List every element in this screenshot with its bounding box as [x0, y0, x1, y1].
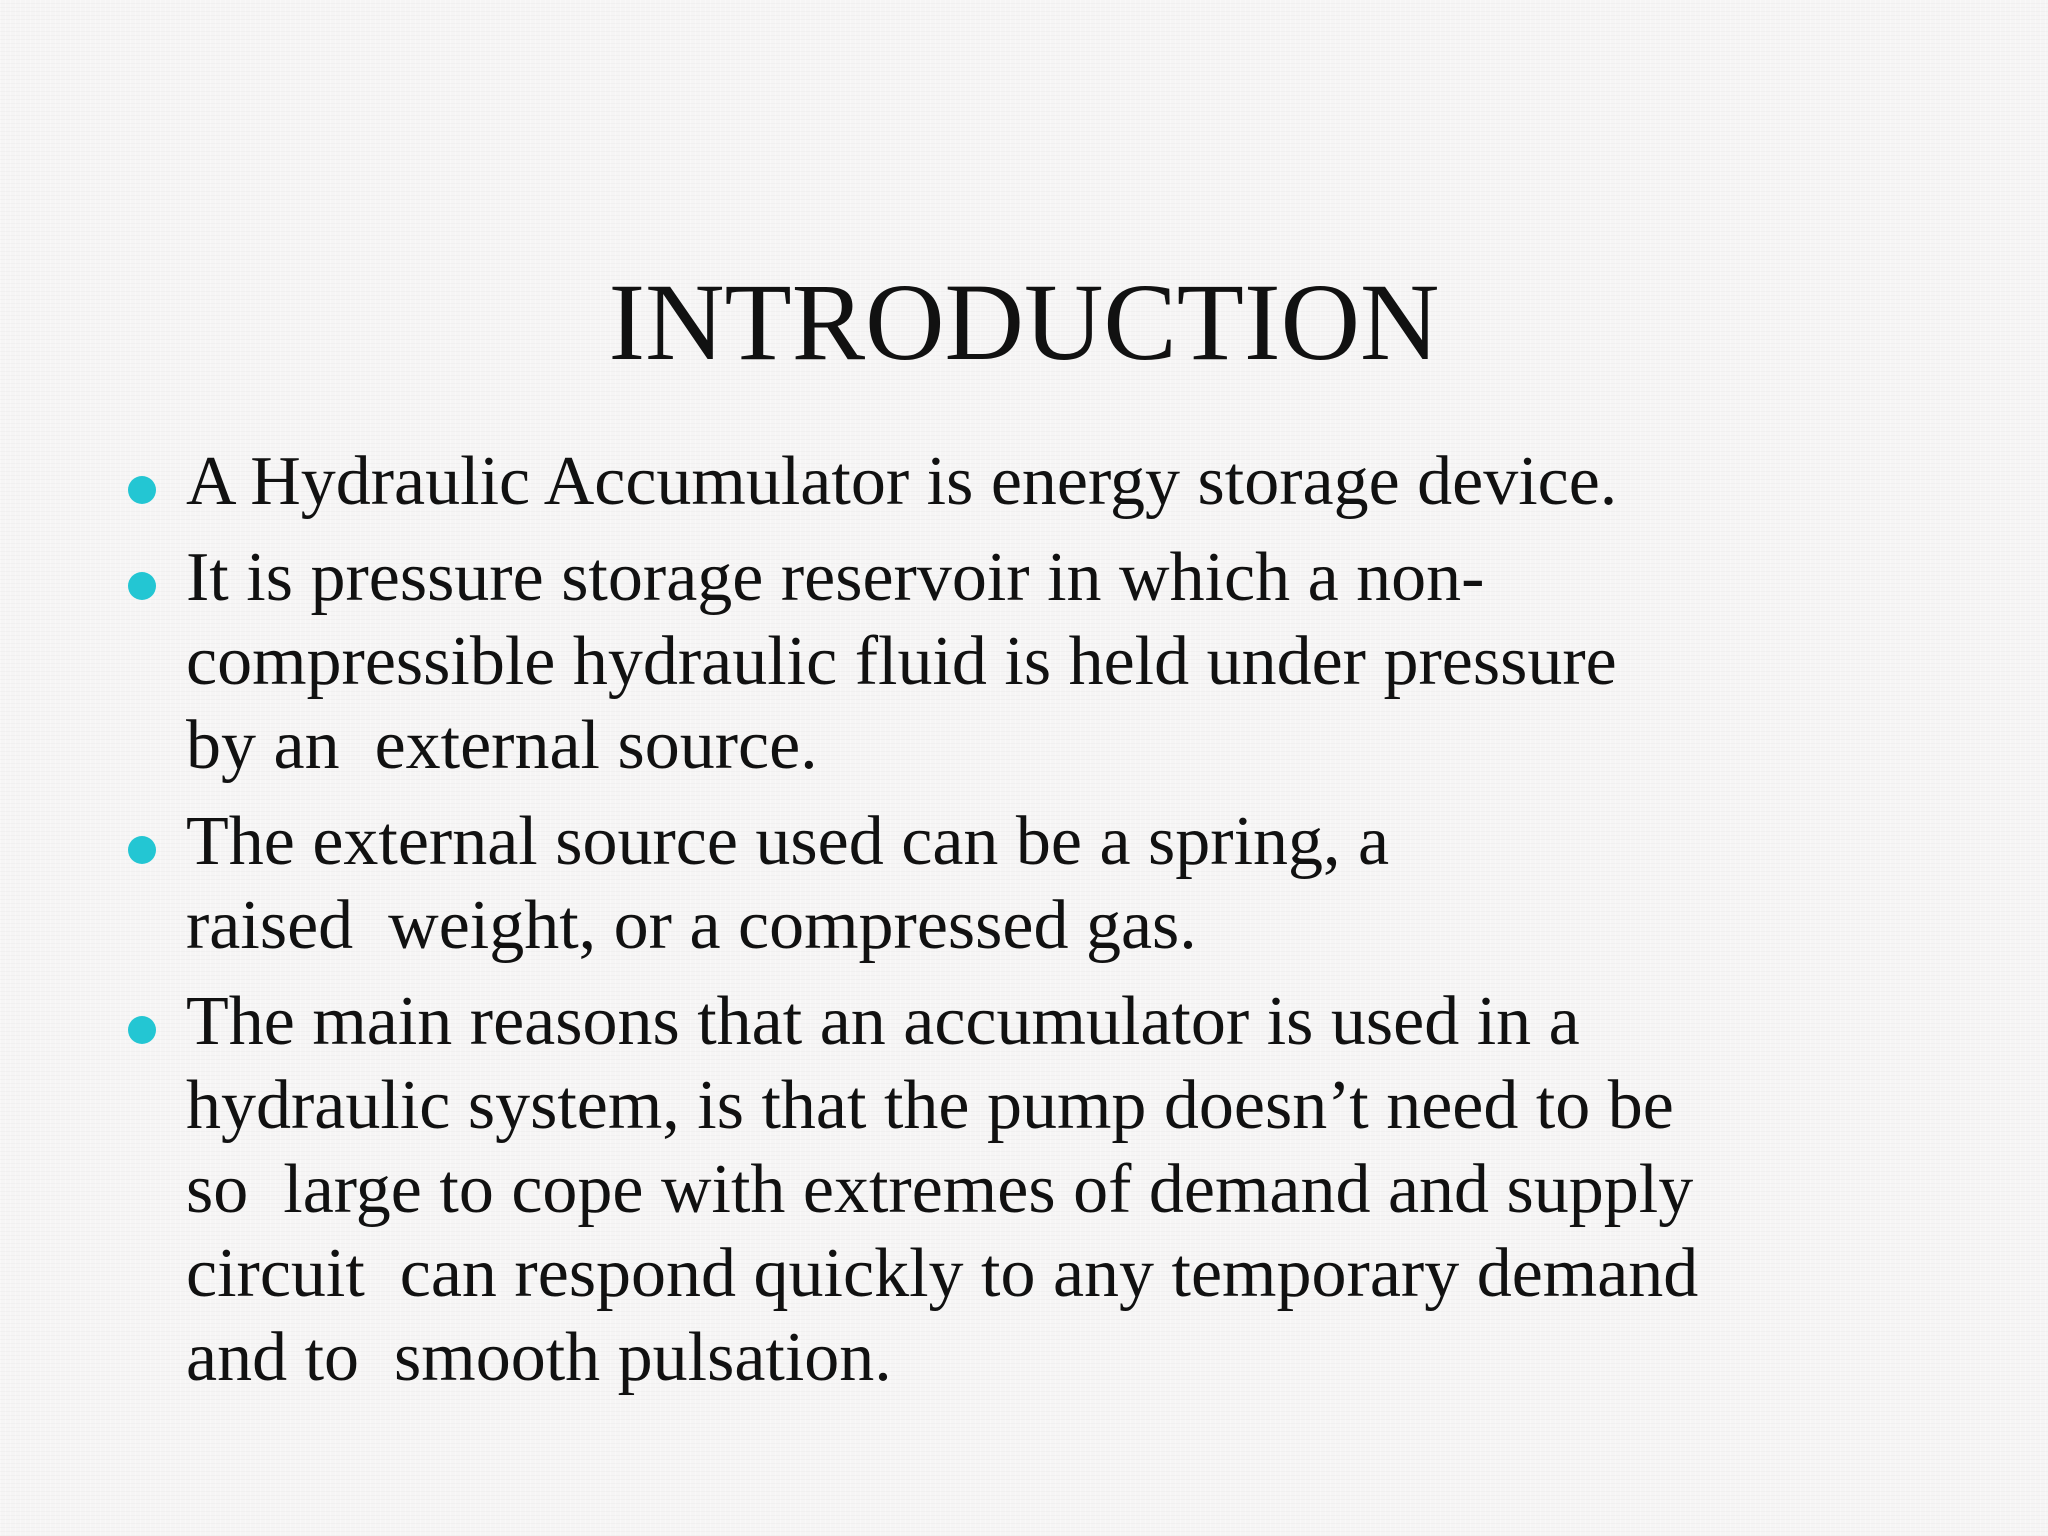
bullet-text-line: circuit can respond quickly to any temporary demand: [186, 1235, 1699, 1312]
bullet-list: [128, 440, 1928, 1412]
bullet-text-line: A Hydraulic Accumulator is energy storage device.: [186, 443, 1618, 520]
bullet-text-line: hydraulic system, is that the pump doesn’t need to be: [186, 1067, 1674, 1144]
bullet-item: [128, 980, 1928, 1400]
bullet-dot-icon: [128, 836, 156, 864]
bullet-text-line: raised weight, or a compressed gas.: [186, 887, 1197, 964]
bullet-item: [128, 536, 1928, 788]
slide-title: INTRODUCTION: [608, 261, 1440, 383]
bullet-text-line: compressible hydraulic fluid is held under pressure: [186, 623, 1617, 700]
bullet-dot-icon: [128, 1016, 156, 1044]
bullet-text-line: The main reasons that an accumulator is used in a: [186, 983, 1580, 1060]
bullet-text-line: and to smooth pulsation.: [186, 1319, 892, 1396]
bullet-dot-icon: [128, 476, 156, 504]
bullet-dot-icon: [128, 572, 156, 600]
bullet-item: [128, 800, 1928, 968]
bullet-text-line: The external source used can be a spring, a: [186, 803, 1390, 880]
bullet-text-line: by an external source.: [186, 707, 818, 784]
bullet-item: [128, 440, 1928, 524]
bullet-text-line: It is pressure storage reservoir in which a non-: [186, 539, 1485, 616]
bullet-text-line: so large to cope with extremes of demand and supply: [186, 1151, 1694, 1228]
